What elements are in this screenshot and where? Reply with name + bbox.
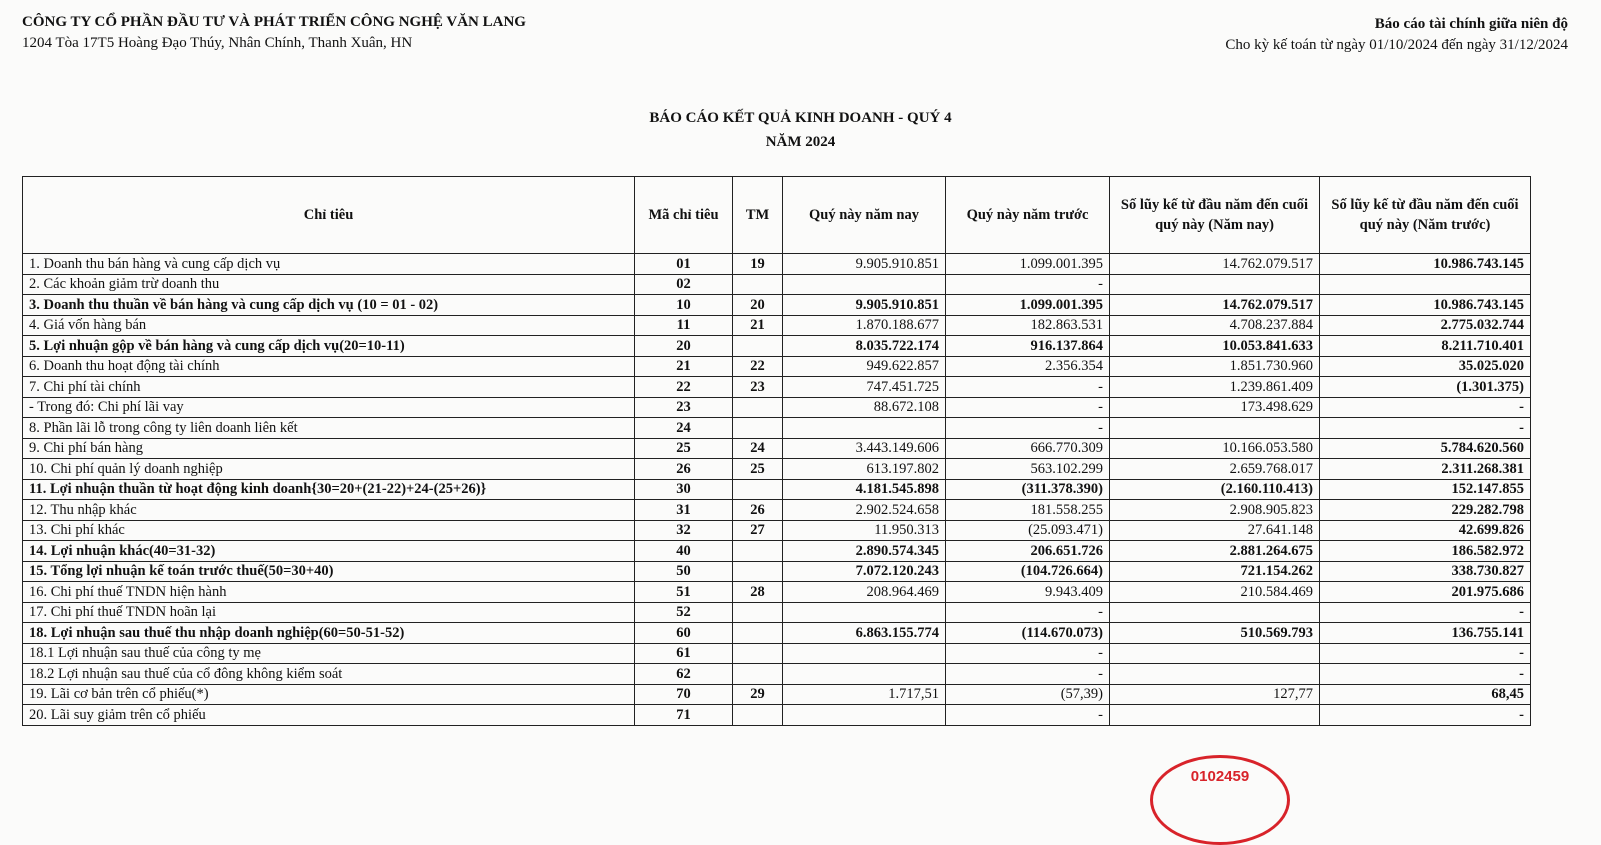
table-row — [23, 336, 1531, 357]
row-ytd-previous: - — [1320, 664, 1531, 685]
row-ytd-previous: - — [1320, 705, 1531, 726]
row-code: 51 — [635, 582, 733, 603]
table-row — [23, 684, 1531, 705]
row-note: 20 — [733, 295, 783, 316]
row-quarter-previous: 181.558.255 — [946, 500, 1110, 521]
row-ytd-previous: 35.025.020 — [1320, 356, 1531, 377]
row-ytd-previous: 201.975.686 — [1320, 582, 1531, 603]
row-ytd-previous: 5.784.620.560 — [1320, 438, 1531, 459]
row-ytd-previous: 186.582.972 — [1320, 541, 1531, 562]
row-code: 52 — [635, 602, 733, 623]
row-ytd-current: 27.641.148 — [1110, 520, 1320, 541]
row-note: 26 — [733, 500, 783, 521]
report-year: NĂM 2024 — [765, 134, 836, 150]
row-code: 10 — [635, 295, 733, 316]
row-quarter-previous: - — [946, 274, 1110, 295]
row-note: 23 — [733, 377, 783, 398]
table-row — [23, 479, 1531, 500]
row-code: 40 — [635, 541, 733, 562]
row-quarter-current: 2.890.574.345 — [783, 541, 946, 562]
row-quarter-previous: 9.943.409 — [946, 582, 1110, 603]
row-note — [733, 664, 783, 685]
row-quarter-previous: 206.651.726 — [946, 541, 1110, 562]
row-code: 20 — [635, 336, 733, 357]
table-row — [23, 254, 1531, 275]
row-quarter-previous: 916.137.864 — [946, 336, 1110, 357]
row-label: - Trong đó: Chi phí lãi vay — [23, 397, 635, 418]
row-label: 8. Phần lãi lỗ trong công ty liên doanh liên kết — [23, 418, 635, 439]
row-ytd-current: 1.239.861.409 — [1110, 377, 1320, 398]
row-quarter-current — [783, 274, 946, 295]
row-quarter-current: 7.072.120.243 — [783, 561, 946, 582]
table-row — [23, 315, 1531, 336]
row-code: 01 — [635, 254, 733, 275]
row-note: 29 — [733, 684, 783, 705]
row-ytd-current: 14.762.079.517 — [1110, 254, 1320, 275]
table-row — [23, 418, 1531, 439]
table-row — [23, 274, 1531, 295]
row-note: 19 — [733, 254, 783, 275]
row-note — [733, 541, 783, 562]
col-header-indicator: Chỉ tiêu — [23, 177, 635, 254]
row-quarter-previous: 2.356.354 — [946, 356, 1110, 377]
row-label: 16. Chi phí thuế TNDN hiện hành — [23, 582, 635, 603]
row-label: 9. Chi phí bán hàng — [23, 438, 635, 459]
row-ytd-current: 4.708.237.884 — [1110, 315, 1320, 336]
row-ytd-previous: 2.775.032.744 — [1320, 315, 1531, 336]
table-row — [23, 295, 1531, 316]
row-ytd-previous: - — [1320, 602, 1531, 623]
row-quarter-current — [783, 705, 946, 726]
row-note: 22 — [733, 356, 783, 377]
row-ytd-current: 10.053.841.633 — [1110, 336, 1320, 357]
row-ytd-current: 2.659.768.017 — [1110, 459, 1320, 480]
table-row — [23, 520, 1531, 541]
table-row — [23, 664, 1531, 685]
report-period-info — [1225, 14, 1568, 56]
row-label: 6. Doanh thu hoạt động tài chính — [23, 356, 635, 377]
table-row — [23, 643, 1531, 664]
table-row — [23, 377, 1531, 398]
row-quarter-current: 1.717,51 — [783, 684, 946, 705]
table-row — [23, 397, 1531, 418]
row-ytd-previous: 8.211.710.401 — [1320, 336, 1531, 357]
row-note — [733, 561, 783, 582]
table-row — [23, 500, 1531, 521]
row-code: 22 — [635, 377, 733, 398]
row-quarter-previous: (311.378.390) — [946, 479, 1110, 500]
row-code: 02 — [635, 274, 733, 295]
row-ytd-previous: - — [1320, 643, 1531, 664]
table-row — [23, 459, 1531, 480]
row-ytd-previous: (1.301.375) — [1320, 377, 1531, 398]
row-quarter-current — [783, 418, 946, 439]
row-label: 18.1 Lợi nhuận sau thuế của công ty mẹ — [23, 643, 635, 664]
row-quarter-previous: - — [946, 664, 1110, 685]
row-note: 24 — [733, 438, 783, 459]
row-note — [733, 623, 783, 644]
row-code: 30 — [635, 479, 733, 500]
row-label: 3. Doanh thu thuần về bán hàng và cung cấp dịch vụ (10 = 01 - 02) — [23, 295, 635, 316]
row-quarter-current: 11.950.313 — [783, 520, 946, 541]
row-ytd-current: (2.160.110.413) — [1110, 479, 1320, 500]
table-row — [23, 602, 1531, 623]
row-label: 4. Giá vốn hàng bán — [23, 315, 635, 336]
col-header-note: TM — [733, 177, 783, 254]
row-ytd-previous: 136.755.141 — [1320, 623, 1531, 644]
row-quarter-previous: - — [946, 705, 1110, 726]
table-row — [23, 582, 1531, 603]
row-label: 17. Chi phí thuế TNDN hoãn lại — [23, 602, 635, 623]
row-ytd-previous: 68,45 — [1320, 684, 1531, 705]
table-row — [23, 561, 1531, 582]
row-ytd-current: 1.851.730.960 — [1110, 356, 1320, 377]
row-ytd-current: 10.166.053.580 — [1110, 438, 1320, 459]
table-row — [23, 541, 1531, 562]
row-label: 13. Chi phí khác — [23, 520, 635, 541]
row-label: 1. Doanh thu bán hàng và cung cấp dịch vụ — [23, 254, 635, 275]
row-label: 20. Lãi suy giảm trên cổ phiếu — [23, 705, 635, 726]
row-ytd-current: 721.154.262 — [1110, 561, 1320, 582]
row-label: 2. Các khoản giảm trừ doanh thu — [23, 274, 635, 295]
row-quarter-current: 6.863.155.774 — [783, 623, 946, 644]
row-ytd-previous: 229.282.798 — [1320, 500, 1531, 521]
row-code: 70 — [635, 684, 733, 705]
row-quarter-current: 8.035.722.174 — [783, 336, 946, 357]
row-quarter-current: 949.622.857 — [783, 356, 946, 377]
row-code: 50 — [635, 561, 733, 582]
report-type: Báo cáo tài chính giữa niên độ — [1374, 16, 1568, 32]
row-quarter-current — [783, 643, 946, 664]
row-quarter-previous: (114.670.073) — [946, 623, 1110, 644]
row-label: 19. Lãi cơ bản trên cổ phiếu(*) — [23, 684, 635, 705]
row-ytd-current: 510.569.793 — [1110, 623, 1320, 644]
row-note — [733, 643, 783, 664]
row-note: 28 — [733, 582, 783, 603]
company-name: CÔNG TY CỔ PHẦN ĐẦU TƯ VÀ PHÁT TRIỂN CÔNG NGHỆ VĂN LANG — [22, 14, 526, 30]
table-row — [23, 356, 1531, 377]
row-note — [733, 274, 783, 295]
company-seal-stamp — [1150, 755, 1290, 845]
row-quarter-current: 747.451.725 — [783, 377, 946, 398]
row-quarter-current: 88.672.108 — [783, 397, 946, 418]
row-note — [733, 336, 783, 357]
row-ytd-current: 210.584.469 — [1110, 582, 1320, 603]
row-note — [733, 479, 783, 500]
report-title: BÁO CÁO KẾT QUẢ KINH DOANH - QUÝ 4 — [649, 110, 952, 126]
row-code: 11 — [635, 315, 733, 336]
row-quarter-current: 2.902.524.658 — [783, 500, 946, 521]
row-quarter-previous: - — [946, 643, 1110, 664]
row-quarter-previous: 666.770.309 — [946, 438, 1110, 459]
row-note: 27 — [733, 520, 783, 541]
row-code: 62 — [635, 664, 733, 685]
row-quarter-previous: 563.102.299 — [946, 459, 1110, 480]
row-label: 18.2 Lợi nhuận sau thuế của cổ đông không kiểm soát — [23, 664, 635, 685]
table-row — [23, 623, 1531, 644]
company-address: 1204 Tòa 17T5 Hoàng Đạo Thúy, Nhân Chính, Thanh Xuân, HN — [22, 35, 413, 51]
row-note — [733, 602, 783, 623]
income-statement-table — [22, 176, 1531, 726]
row-code: 71 — [635, 705, 733, 726]
row-note — [733, 397, 783, 418]
row-quarter-current: 1.870.188.677 — [783, 315, 946, 336]
row-ytd-current: 14.762.079.517 — [1110, 295, 1320, 316]
row-ytd-current — [1110, 418, 1320, 439]
row-label: 15. Tổng lợi nhuận kế toán trước thuế(50=30+40) — [23, 561, 635, 582]
table-row — [23, 438, 1531, 459]
row-label: 14. Lợi nhuận khác(40=31-32) — [23, 541, 635, 562]
row-code: 25 — [635, 438, 733, 459]
row-code: 24 — [635, 418, 733, 439]
report-period: Cho kỳ kế toán từ ngày 01/10/2024 đến ngày 31/12/2024 — [1225, 37, 1568, 53]
row-quarter-current: 9.905.910.851 — [783, 254, 946, 275]
row-ytd-current: 127,77 — [1110, 684, 1320, 705]
row-quarter-previous: (57,39) — [946, 684, 1110, 705]
row-quarter-current: 613.197.802 — [783, 459, 946, 480]
row-quarter-current — [783, 664, 946, 685]
row-code: 31 — [635, 500, 733, 521]
row-quarter-previous: - — [946, 602, 1110, 623]
row-code: 32 — [635, 520, 733, 541]
row-ytd-previous: 10.986.743.145 — [1320, 254, 1531, 275]
row-ytd-current — [1110, 705, 1320, 726]
table-row — [23, 705, 1531, 726]
row-label: 7. Chi phí tài chính — [23, 377, 635, 398]
row-ytd-previous — [1320, 274, 1531, 295]
row-ytd-previous: - — [1320, 418, 1531, 439]
row-code: 23 — [635, 397, 733, 418]
row-ytd-current — [1110, 643, 1320, 664]
company-info — [22, 12, 526, 54]
row-ytd-previous: 338.730.827 — [1320, 561, 1531, 582]
row-quarter-previous: (25.093.471) — [946, 520, 1110, 541]
row-quarter-current: 4.181.545.898 — [783, 479, 946, 500]
row-ytd-previous: 10.986.743.145 — [1320, 295, 1531, 316]
row-code: 21 — [635, 356, 733, 377]
row-quarter-previous: (104.726.664) — [946, 561, 1110, 582]
row-ytd-current: 2.908.905.823 — [1110, 500, 1320, 521]
col-header-quarter-previous: Quý này năm trước — [946, 177, 1110, 254]
row-label: 10. Chi phí quản lý doanh nghiệp — [23, 459, 635, 480]
row-ytd-previous: 2.311.268.381 — [1320, 459, 1531, 480]
row-note — [733, 418, 783, 439]
row-quarter-previous: 182.863.531 — [946, 315, 1110, 336]
row-label: 12. Thu nhập khác — [23, 500, 635, 521]
row-quarter-current: 3.443.149.606 — [783, 438, 946, 459]
row-quarter-current: 9.905.910.851 — [783, 295, 946, 316]
row-quarter-current — [783, 602, 946, 623]
col-header-code: Mã chỉ tiêu — [635, 177, 733, 254]
row-quarter-previous: 1.099.001.395 — [946, 295, 1110, 316]
row-ytd-current — [1110, 602, 1320, 623]
row-note: 25 — [733, 459, 783, 480]
row-quarter-previous: - — [946, 397, 1110, 418]
row-ytd-previous: 152.147.855 — [1320, 479, 1531, 500]
row-code: 60 — [635, 623, 733, 644]
row-quarter-previous: - — [946, 377, 1110, 398]
col-header-quarter-current: Quý này năm nay — [783, 177, 946, 254]
row-ytd-previous: - — [1320, 397, 1531, 418]
table-header-row — [23, 177, 1531, 254]
row-ytd-current: 2.881.264.675 — [1110, 541, 1320, 562]
stamp-text: 0102459 — [1190, 768, 1250, 785]
row-note — [733, 705, 783, 726]
row-note: 21 — [733, 315, 783, 336]
row-label: 11. Lợi nhuận thuần từ hoạt động kinh doanh{30=20+(21-22)+24-(25+26)} — [23, 479, 635, 500]
row-ytd-previous: 42.699.826 — [1320, 520, 1531, 541]
row-ytd-current — [1110, 664, 1320, 685]
col-header-ytd-previous: Số lũy kế từ đầu năm đến cuối quý này (Năm trước) — [1320, 177, 1531, 254]
row-ytd-current: 173.498.629 — [1110, 397, 1320, 418]
row-ytd-current — [1110, 274, 1320, 295]
row-quarter-previous: - — [946, 418, 1110, 439]
row-label: 5. Lợi nhuận gộp về bán hàng và cung cấp dịch vụ(20=10-11) — [23, 336, 635, 357]
row-code: 61 — [635, 643, 733, 664]
col-header-ytd-current: Số lũy kế từ đầu năm đến cuối quý này (Năm nay) — [1110, 177, 1320, 254]
row-code: 26 — [635, 459, 733, 480]
row-quarter-current: 208.964.469 — [783, 582, 946, 603]
row-quarter-previous: 1.099.001.395 — [946, 254, 1110, 275]
row-label: 18. Lợi nhuận sau thuế thu nhập doanh nghiệp(60=50-51-52) — [23, 623, 635, 644]
